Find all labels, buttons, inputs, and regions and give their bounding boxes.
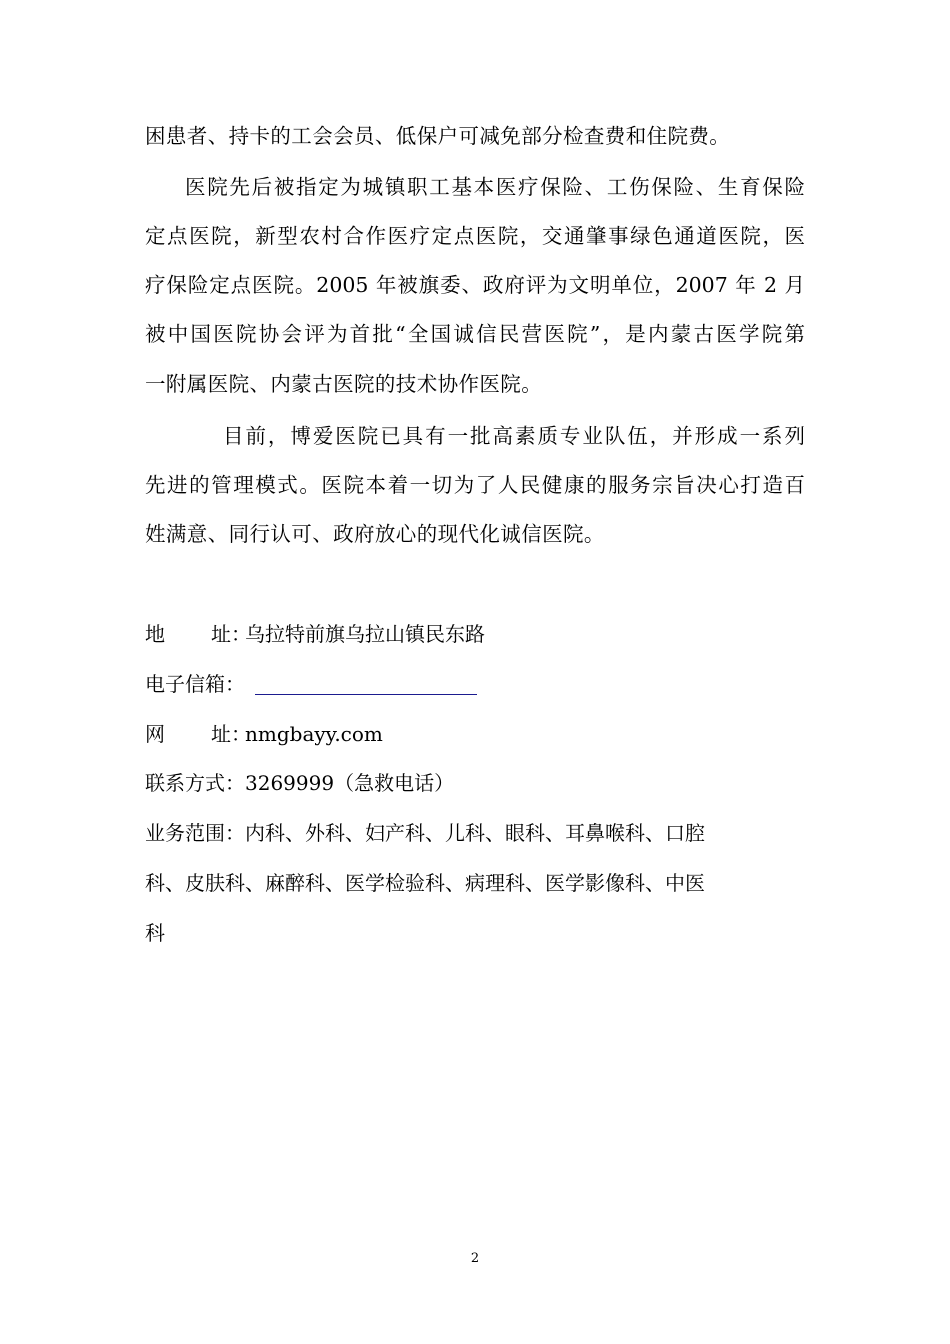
website-label: 网 址： [145, 722, 251, 746]
phone-value: 3269999（急救电话） [245, 771, 455, 795]
paragraph-2-line-4: 被中国医院协会评为首批“全国诚信民营医院”，是内蒙古医学院第 [145, 322, 805, 346]
scope-value-line-3: 科 [145, 921, 165, 945]
paragraph-3-line-2: 先进的管理模式。医院本着一切为了人民健康的服务宗旨决心打造百 [145, 473, 805, 497]
scope-label: 业务范围： [145, 821, 245, 845]
paragraph-2-line-5: 一附属医院、内蒙古医院的技术协作医院。 [145, 372, 543, 396]
website-row [145, 722, 383, 746]
phone-label: 联系方式： [145, 771, 245, 795]
email-underline [255, 694, 477, 695]
scope-value-line-2: 科、皮肤科、麻醉科、医学检验科、病理科、医学影像科、中医 [145, 871, 705, 895]
paragraph-1-line-1: 困患者、持卡的工会会员、低保户可减免部分检查费和住院费。 [145, 124, 731, 148]
address-value: 乌拉特前旗乌拉山镇民东路 [245, 622, 485, 646]
address-row [145, 622, 485, 646]
website-value: nmgbayy.com [245, 722, 383, 746]
paragraph-2-line-3: 疗保险定点医院。2005 年被旗委、政府评为文明单位，2007 年 2 月 [145, 273, 805, 297]
scope-value-line-1: 内科、外科、妇产科、儿科、眼科、耳鼻喉科、口腔 [245, 821, 705, 845]
paragraph-2-line-1: 医院先后被指定为城镇职工基本医疗保险、工伤保险、生育保险 [185, 175, 805, 199]
address-label: 地 址： [145, 622, 251, 646]
paragraph-3-line-1: 目前，博爱医院已具有一批高素质专业队伍，并形成一系列 [223, 424, 805, 448]
email-label: 电子信箱： [145, 672, 245, 696]
page-number: 2 [470, 1251, 480, 1266]
phone-row [145, 771, 454, 795]
paragraph-3-line-3: 姓满意、同行认可、政府放心的现代化诚信医院。 [145, 522, 605, 546]
email-row [145, 672, 245, 696]
scope-row [145, 821, 705, 845]
paragraph-2-line-2: 定点医院，新型农村合作医疗定点医院，交通肇事绿色通道医院，医 [145, 224, 805, 248]
